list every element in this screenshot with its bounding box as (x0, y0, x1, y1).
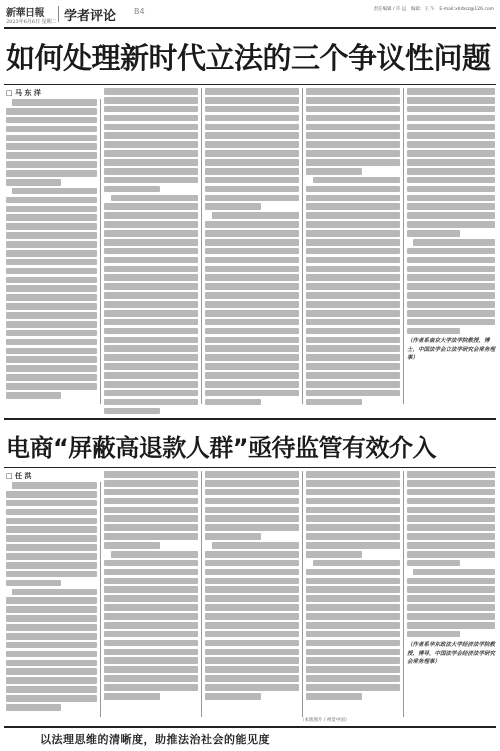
article1-author-note: （作者系南京大学法学院教授、博士，中国法学会立法学研究会常务理事） (407, 338, 496, 362)
article2-byline: □ 任 洪 (6, 472, 32, 480)
column-divider (100, 482, 101, 717)
footer-rule (4, 726, 496, 728)
article1-top-rule (4, 84, 496, 85)
article1-column-4 (306, 88, 400, 408)
article2-column-5 (407, 471, 495, 667)
editors-info: 责任编辑 / 许 远 编辑：王 午 E-mail:xhrbsz@126.com (373, 7, 494, 12)
column-divider (201, 471, 202, 717)
column-divider (302, 471, 303, 717)
section-title: 学者评论 (64, 9, 117, 24)
article2-column-2 (104, 471, 198, 702)
article2-column-1 (6, 482, 97, 713)
column-divider (302, 88, 303, 404)
page-number: B4 (134, 7, 145, 16)
footer-slogan: 以法理思维的清晰度，助推法治社会的能见度 (40, 733, 270, 746)
article1-headline: 如何处理新时代立法的三个争议性问题 (6, 41, 491, 75)
masthead-rule (4, 27, 496, 29)
article-divider (4, 418, 496, 420)
masthead-divider (58, 6, 59, 22)
article2-top-rule (4, 467, 496, 468)
article1-column-2 (104, 88, 198, 416)
column-divider (201, 88, 202, 404)
article2-column-4 (306, 471, 400, 702)
article2-column-3 (205, 471, 299, 702)
article1-column-5 (407, 88, 495, 363)
issue-date: 2023年6月6日 星期二 (6, 19, 57, 25)
image-credit: （本版图片 / 视觉中国） (300, 718, 350, 723)
article2-headline: 电商“屏蔽高退款人群”亟待监管有效介入 (6, 434, 437, 462)
article2-author-note: （作者系华东政法大学经济法学院教授、博导，中国法学会经济法学研究会常务理事） (407, 642, 496, 666)
article1-byline: □ 马 东 洋 (6, 89, 41, 97)
article1-column-1 (6, 99, 97, 401)
column-divider (403, 471, 404, 717)
newspaper-logo: 新華日報 (6, 8, 44, 19)
column-divider (100, 99, 101, 404)
column-divider (403, 88, 404, 404)
article1-column-3 (205, 88, 299, 408)
